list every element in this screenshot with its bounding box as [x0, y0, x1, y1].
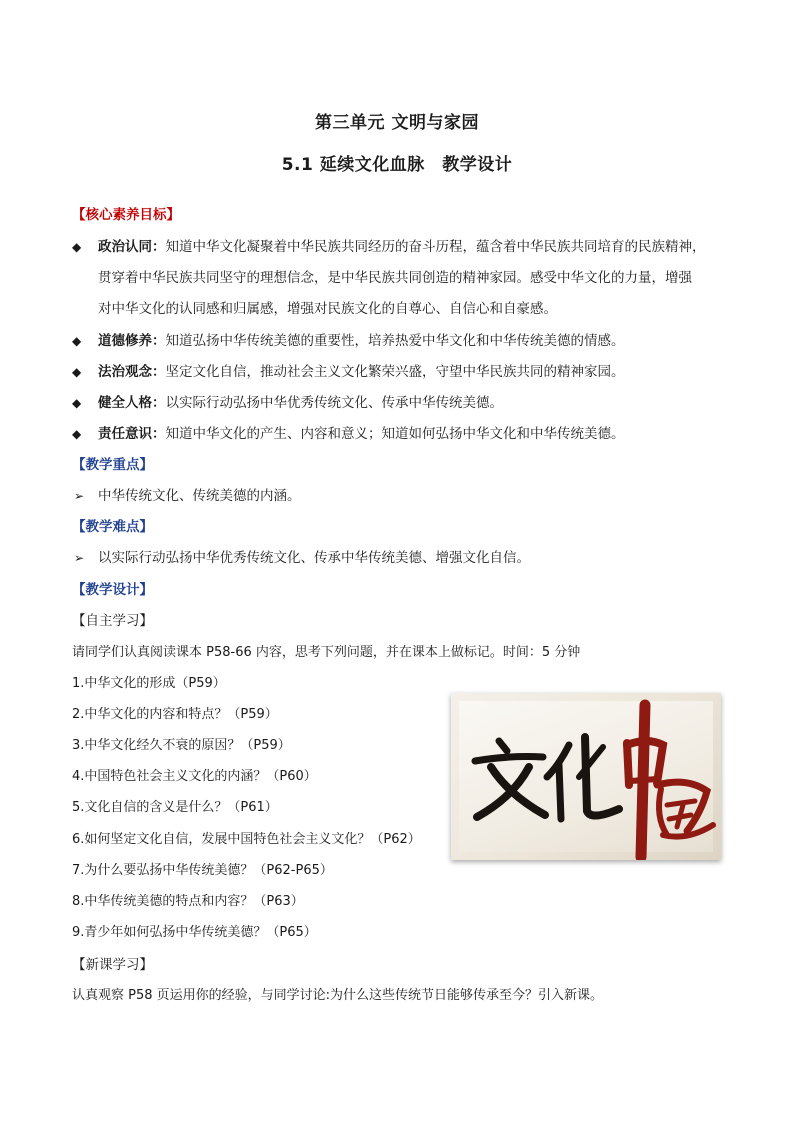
calligraphy-wen	[475, 741, 545, 817]
question-item: 6.如何坚定文化自信，发展中国特色社会主义文化？（P62）	[72, 832, 421, 847]
lesson-title: 5.1 延续文化血脉 教学设计	[281, 155, 513, 175]
goal-text: 知道中华文化的产生、内容和意义；知道如何弘扬中华文化和中华传统美德。	[165, 426, 625, 442]
key-point-item: 中华传统文化、传统美德的内涵。	[98, 488, 301, 504]
arrow-bullet-icon: ➢	[74, 489, 85, 503]
question-item: 7.为什么要弘扬中华传统美德？（P62-P65）	[72, 863, 333, 878]
goal-item-responsibility	[98, 424, 625, 444]
goal-text: 以实际行动弘扬中华优秀传统文化、传承中华传统美德。	[165, 395, 503, 411]
goal-item-moral	[98, 331, 625, 351]
question-item: 3.中华文化经久不衰的原因？（P59）	[72, 738, 291, 753]
new-lesson-text: 认真观察 P58 页运用你的经验，与同学讨论:为什么这些传统节日能够传承至今？引入新课。	[72, 988, 604, 1003]
calligraphy-zhong	[627, 705, 663, 857]
question-item: 4.中国特色社会主义文化的内涵？（P60）	[72, 769, 317, 784]
calligraphy-hua	[547, 737, 619, 819]
goal-item-personality	[98, 393, 503, 413]
diamond-bullet-icon: ◆	[72, 427, 82, 441]
question-item: 1.中华文化的形成（P59）	[72, 676, 226, 691]
self-study-instruction: 请同学们认真阅读课本 P58-66 内容，思考下列问题，并在课本上做标记。时间：5 分钟	[72, 645, 581, 660]
calligraphy-guo	[657, 782, 713, 837]
unit-title: 第三单元 文明与家园	[315, 113, 479, 133]
goals-heading: 【核心素养目标】	[72, 207, 180, 223]
self-study-heading: 【自主学习】	[72, 613, 153, 629]
goal-term: 道德修养：	[98, 333, 166, 349]
diamond-bullet-icon: ◆	[72, 365, 82, 379]
difficulties-heading: 【教学难点】	[72, 519, 153, 535]
new-lesson-heading: 【新课学习】	[72, 957, 153, 973]
goal-item-law	[98, 362, 625, 382]
diamond-bullet-icon: ◆	[72, 396, 82, 410]
goal-term: 政治认同：	[98, 239, 166, 255]
goal-term: 健全人格：	[98, 395, 166, 411]
question-item: 8.中华传统美德的特点和内容？（P63）	[72, 894, 304, 909]
goal-text-continued: 对中华文化的认同感和归属感，增强对民族文化的自尊心、自信心和自豪感。	[98, 301, 557, 317]
goal-text: 知道弘扬中华传统美德的重要性，培养热爱中华文化和中华传统美德的情感。	[165, 333, 625, 349]
diamond-bullet-icon: ◆	[72, 240, 82, 254]
key-points-heading: 【教学重点】	[72, 457, 153, 473]
goal-text-continued: 贯穿着中华民族共同坚守的理想信念，是中华民族共同创造的精神家园。感受中华文化的力量，增强	[98, 270, 692, 286]
question-item: 2.中华文化的内容和特点？（P59）	[72, 707, 278, 722]
arrow-bullet-icon: ➢	[74, 551, 85, 565]
goal-term: 责任意识：	[98, 426, 166, 442]
calligraphy-artwork	[451, 693, 721, 860]
goal-item-political	[98, 237, 706, 257]
diamond-bullet-icon: ◆	[72, 334, 82, 348]
goal-term: 法治观念：	[98, 364, 166, 380]
goal-text: 坚定文化自信，推动社会主义文化繁荣兴盛，守望中华民族共同的精神家园。	[165, 364, 625, 380]
question-item: 5.文化自信的含义是什么？（P61）	[72, 800, 278, 815]
question-item: 9.青少年如何弘扬中华传统美德？（P65）	[72, 925, 317, 940]
difficulty-item: 以实际行动弘扬中华优秀传统文化、传承中华传统美德、增强文化自信。	[98, 550, 530, 566]
culture-china-calligraphy-image	[451, 693, 721, 860]
goal-text: 知道中华文化凝聚着中华民族共同经历的奋斗历程，蕴含着中华民族共同培育的民族精神，	[165, 239, 706, 255]
design-heading: 【教学设计】	[72, 582, 153, 598]
